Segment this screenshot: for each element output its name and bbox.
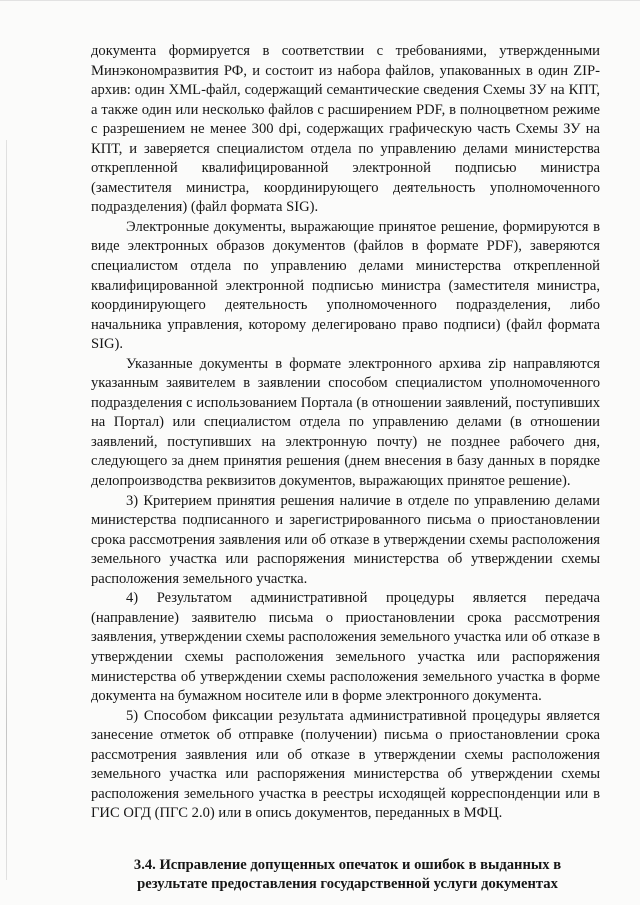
paragraph-result: 4) Результатом административной процедуры является передача (направление) заявителю письма о приостановлении срока рассмотрения заявления, утверждении схемы расположения земельного участка или об отказе в утверждении схемы расположения земельного участка или распоряжения министерства об утверждении схемы расположения земельного участка в форме документа на бумажном носителе или в форме электронного документа. [91,590,600,705]
paragraph-criterion: 3) Критерием принятия решения наличие в отделе по управлению делами министерства подписанного и зарегистрированного письма о приостановлении срока рассмотрения заявления или об отказе в утверждении схемы расположения земельного участка или распоряжения министерства об утверждении схемы расположения земельного участка. [91,492,600,587]
paragraph-zip-archive: Указанные документы в формате электронного архива zip направляются указанным заявителем в заявлении способом специалистом уполномоченного подразделения с использованием Портала (в отношении заявлений, поступивших на Портал) или специалистом отдела по управлению делами (в отношении заявлений, поступивших на электронную почту) не позднее рабочего дня, следующего за днем принятия решения (днем внесения в базу данных в порядке делопроизводства реквизитов документов, выражающих принятое решение). [91,355,600,490]
section-heading: 3.4. Исправление допущенных опечаток и ошибок в выданных в результате предоставления государственной услуги документах [133,856,562,892]
paragraph-fixation: 5) Способом фиксации результата административной процедуры является занесение отметок об отправке (получении) письма о приостановлении срока рассмотрения заявления или об отказе в утверждении схемы расположения земельного участка или распоряжения министерства об утверждении схемы расположения земельного участка в реестры исходящей корреспонденции или в ГИС ОГД (ПГС 2.0) или в опись документов, переданных в МФЦ. [91,707,600,822]
scan-top-edge [0,0,640,1]
paragraph-electronic-documents: Электронные документы, выражающие принятое решение, формируются в виде электронных образов документов (файлов в формате PDF), заверяются специалистом отдела по управлению делами министерства открепленной квалифицированной электронной подписью министра (заместителя министра, координирующего деятельность уполномоченного подразделения, либо начальника управления, которому делегировано право подписи) (файл формата SIG). [91,218,600,353]
paragraph-continuation: документа формируется в соответствии с требованиями, утвержденными Минэкономразвития РФ, и состоит из набора файлов, упакованных в один ZIP-архив: один XML-файл, содержащий семантические сведения Схемы ЗУ на КПТ, а также один или несколько файлов с расширением PDF, в полноцветном режиме с разрешением не менее 300 dpi, содержащих графическую часть Схемы ЗУ на КПТ, и заверяется специалистом отдела по управлению делами министерства открепленной квалифицированной электронной подписью министра (заместителя министра, координирующего деятельность уполномоченного подразделения) (файл формата SIG). [91,43,600,216]
document-body [91,42,600,824]
scan-left-edge [6,140,7,880]
